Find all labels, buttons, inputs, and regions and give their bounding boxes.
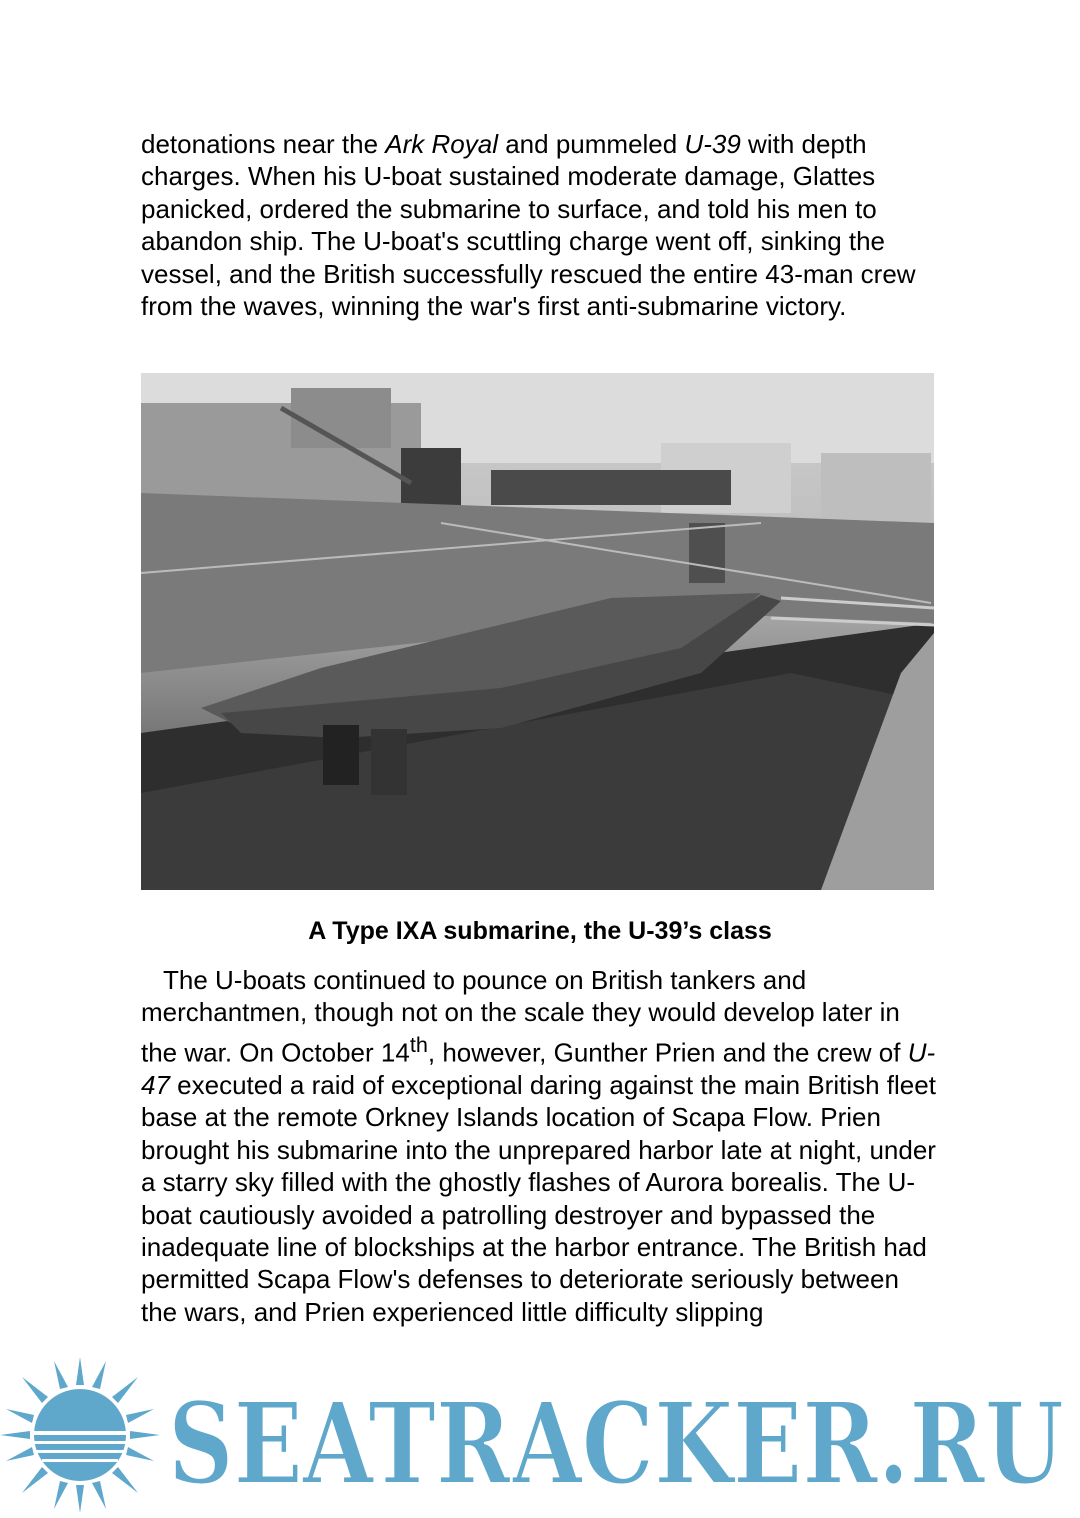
submarine-photo [141,373,934,890]
ship-name-u39: U-39 [684,129,741,159]
body-paragraph-1: detonations near the Ark Royal and pummeled U-39 with depth charges. When his U-boat sustained moderate damage, Glattes panicked, ordered the submarine to surface, and told his men to abandon ship. The U-boat's scuttling charge went off, sinking the vessel, and the British successfully rescued the entire 43-man crew from the waves, winning the war's first anti-submarine victory. [141,129,916,322]
watermark [0,1345,1080,1513]
ship-name-ark-royal: Ark Royal [385,129,498,159]
ordinal-suffix: th [409,1031,428,1057]
sun-logo-icon [0,1357,160,1513]
ship-name-u47: U-47 [141,1037,936,1100]
figure-caption: A Type IXA submarine, the U-39’s class [308,917,772,945]
body-paragraph-2: The U-boats continued to pounce on British tankers and merchantmen, though not on the scale they would develop later in the war. On October 14th, however, Gunther Prien and the crew of U-47 executed a raid of exceptional daring against the main British fleet base at the remote Orkney Islands location of Scapa Flow. Prien brought his submarine into the unprepared harbor late at night, under a starry sky filled with the ghostly flashes of Aurora borealis. The U-boat cautiously avoided a patrolling destroyer and bypassed the inadequate line of blockships at the harbor entrance. The British had permitted Scapa Flow's defenses to deteriorate seriously between the wars, and Prien experienced little difficulty slipping [141,965,936,1327]
watermark-text: SEATRACKER.RU [168,1379,1064,1510]
